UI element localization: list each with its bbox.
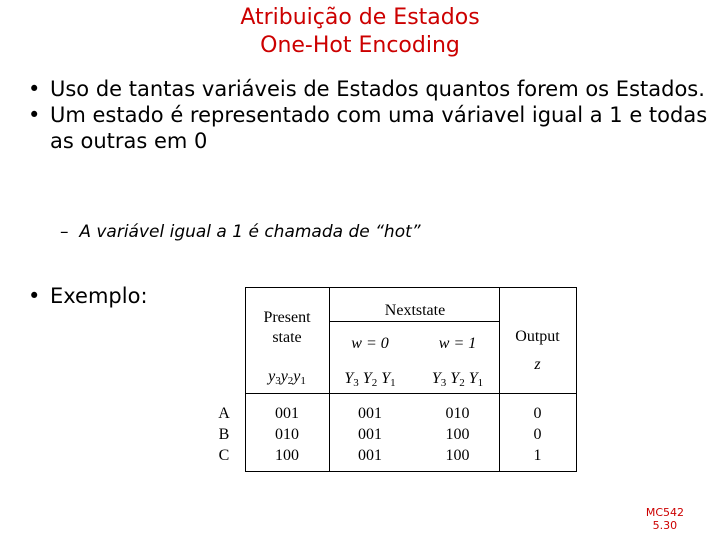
table-cell: 010 bbox=[275, 426, 299, 443]
table-divider bbox=[329, 321, 500, 322]
table-cell: 100 bbox=[445, 426, 470, 443]
slide-footer bbox=[646, 506, 684, 532]
page-number: 5.30 bbox=[652, 519, 678, 532]
example-label: • Exemplo: bbox=[28, 284, 148, 308]
table-cell: 001 bbox=[358, 447, 382, 464]
state-label: A B C bbox=[218, 405, 230, 464]
next-state-header: Nextstate bbox=[384, 302, 446, 319]
present-vars: $y_3y_2y_1$ bbox=[268, 368, 306, 387]
table-cell: 1 bbox=[533, 447, 542, 464]
next-w1-column bbox=[415, 403, 500, 466]
course-code: MC542 bbox=[645, 506, 684, 519]
table-cell: 100 bbox=[445, 447, 470, 464]
title-line-2: One-Hot Encoding bbox=[260, 33, 460, 58]
table-cell: 010 bbox=[445, 405, 470, 422]
sub-bullet: – A variável igual a 1 é chamada de “hot” bbox=[60, 222, 421, 242]
bullet-2: • Um estado é representado com uma váriavel igual a 1 e todas as outras em 0 bbox=[28, 102, 708, 154]
next-vars-w0: $Y_3$ $Y_2$ $Y_1$ bbox=[344, 370, 396, 389]
table-divider bbox=[245, 393, 576, 394]
next-w0-column bbox=[330, 403, 410, 466]
w0-header: w = 0 bbox=[351, 335, 389, 352]
table-cell: 001 bbox=[358, 426, 382, 443]
present-state-header: Present state bbox=[263, 309, 311, 346]
table-cell: 001 bbox=[275, 405, 299, 422]
title-line-1: Atribuição de Estados bbox=[240, 5, 480, 30]
output-header: Output bbox=[515, 328, 560, 345]
table-cell: 001 bbox=[358, 405, 382, 422]
table-cell: 100 bbox=[275, 447, 299, 464]
output-variable: z bbox=[534, 356, 541, 373]
table-cell: 0 bbox=[533, 405, 542, 422]
next-vars-w1: $Y_3$ $Y_2$ $Y_1$ bbox=[431, 370, 484, 389]
output-column bbox=[500, 403, 575, 466]
table-cell: 0 bbox=[533, 426, 542, 443]
bullet-1: • Uso de tantas variáveis de Estados quantos forem os Estados. bbox=[28, 76, 708, 102]
w1-header: w = 1 bbox=[438, 335, 477, 352]
present-state-column bbox=[245, 403, 329, 466]
